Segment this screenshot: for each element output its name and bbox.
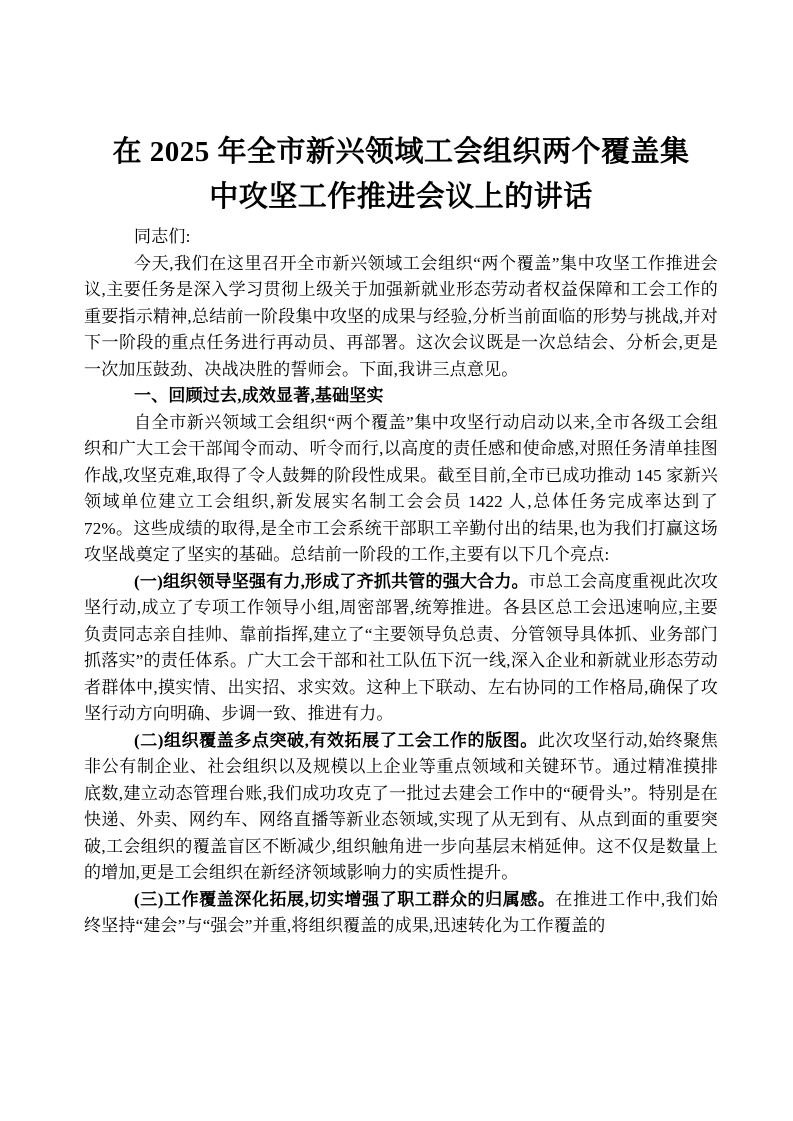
section-1-item-3 xyxy=(84,887,718,940)
section-1-overview-paragraph: 自全市新兴领域工会组织“两个覆盖”集中攻坚行动启动以来,全市各级工会组织和广大工会干部闻令而动、听令而行,以高度的责任感和使命感,对照任务清单挂图作战,攻坚克难,取得了令人鼓舞的阶段性成果。截至目前,全市已成功推动 145 家新兴领域单位建立工会组织,新发展实名制工会会员 1422 人,总体任务完成率达到了 72%。这些成绩的取得,是全市工会系统干部职工辛勤付出的结果,也为我们打赢这场攻坚战奠定了坚实的基础。总结前一阶段的工作,主要有以下几个亮点: xyxy=(84,412,718,564)
section-heading-1: 一、回顾过去,成效显著,基础坚实 xyxy=(134,386,384,405)
section-1-item-1 xyxy=(84,569,718,728)
document-title xyxy=(84,130,718,220)
item-2-body-text: 此次攻坚行动,始终聚焦非公有制企业、社会组织以及规模以上企业等重点领域和关键环节。通过精准摸排底数,建立动态管理台账,我们成功攻克了一批过去建会工作中的“硬骨头”。特别是在快递、外卖、网约车、网络直播等新业态领域,实现了从无到有、从点到面的重要突破,工会组织的覆盖盲区不断减少,组织触角进一步向基层末梢延伸。这不仅是数量上的增加,更是工会组织在新经济领域影响力的实质性提升。 xyxy=(84,730,718,882)
document-body xyxy=(84,224,718,940)
item-2-bold-lead: (二)组织覆盖多点突破,有效拓展了工会工作的版图。 xyxy=(134,730,538,750)
item-1-body-text: 市总工会高度重视此次攻坚行动,成立了专项工作领导小组,周密部署,统筹推进。各县区总工会迅速响应,主要负责同志亲自挂帅、靠前指挥,建立了“主要领导负总责、分管领导具体抓、业务部门抓落实”的责任体系。广大工会干部和社工队伍下沉一线,深入企业和新就业形态劳动者群体中,摸实情、出实招、求实效。这种上下联动、左右协同的工作格局,确保了攻坚行动方向明确、步调一致、推进有力。 xyxy=(84,571,718,723)
item-1-bold-lead: (一)组织领导坚强有力,形成了齐抓共管的强大合力。 xyxy=(134,571,529,591)
title-line-1: 在 2025 年全市新兴领域工会组织两个覆盖集 xyxy=(112,136,690,168)
item-3-body-text: 在推进工作中,我们始终坚持“建会”与“强会”并重,将组织覆盖的成果,迅速转化为工作覆盖的 xyxy=(84,889,718,935)
title-line-2: 中攻坚工作推进会议上的讲话 xyxy=(209,181,593,213)
section-1-item-2 xyxy=(84,728,718,887)
item-3-bold-lead: (三)工作覆盖深化拓展,切实增强了职工群众的归属感。 xyxy=(134,889,556,909)
intro-paragraph: 今天,我们在这里召开全市新兴领域工会组织“两个覆盖”集中攻坚工作推进会议,主要任务是深入学习贯彻上级关于加强新就业形态劳动者权益保障和工会工作的重要指示精神,总结前一阶段集中攻坚的成果与经验,分析当前面临的形势与挑战,并对下一阶段的重点任务进行再动员、再部署。这次会议既是一次总结会、分析会,更是一次加压鼓劲、决战决胜的誓师会。下面,我讲三点意见。 xyxy=(84,253,718,379)
salutation: 同志们: xyxy=(134,227,191,246)
